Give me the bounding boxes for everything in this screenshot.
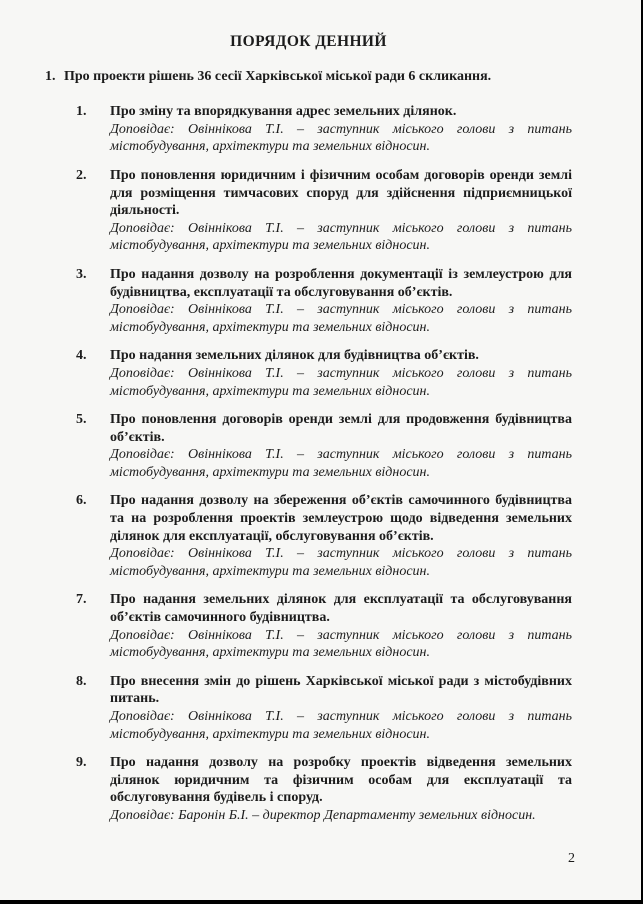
item-body [110,754,572,824]
item-title: Про надання дозволу на розробку проектів відведення земельних ділянок юридичним та фізичним особам для експлуатації та обслуговування будівель і споруд. [110,755,572,806]
page-number: 2 [568,851,575,866]
item-speaker: Доповідає: Овіннікова Т.І. – заступник міського голови з питань містобудування, архітектури та земельних відносин. [110,546,572,579]
item-title: Про поновлення юридичним і фізичним особам договорів оренди землі для розміщення тимчасових споруд для здійснення підприємницької діяльності. [110,167,572,219]
item-title: Про внесення змін до рішень Харківської міської ради з містобудівних питань. [110,673,572,707]
item-body [110,673,572,743]
agenda-item-6 [76,492,572,580]
item-body [110,266,572,336]
item-number: 9. [76,755,87,771]
item-title: Про надання дозволу на збереження об’єктів самочинного будівництва та на розроблення проектів землеустрою щодо відведення земельних ділянок для експлуатації, обслуговування об’єктів. [110,493,572,544]
document-title: ПОРЯДОК ДЕННИЙ [230,33,387,50]
agenda-item-5 [76,411,572,481]
item-speaker: Доповідає: Овіннікова Т.І. – заступник міського голови з питань містобудування, архітектури та земельних відносин. [110,220,572,254]
item-title: Про зміну та впорядкування адрес земельних ділянок. [110,104,457,120]
item-number: 7. [76,592,87,608]
intro-line [45,68,572,86]
item-body [110,347,572,400]
item-title: Про надання земельних ділянок для будівництва об’єктів. [110,348,479,364]
item-body [110,103,572,156]
item-body [110,167,572,255]
item-speaker: Доповідає: Баронін Б.І. – директор Департаменту земельних відносин. [110,807,536,823]
item-title: Про надання дозволу на розроблення документації із землеустрою для будівництва, експлуатації та обслуговування об’єктів. [110,266,572,300]
item-speaker: Доповідає: Овіннікова Т.І. – заступник міського голови з питань містобудування, архітектури та земельних відносин. [110,121,572,155]
agenda-item-3 [76,266,572,336]
agenda-item-2 [76,167,572,255]
item-number: 6. [76,493,87,509]
item-number: 8. [76,673,87,689]
item-body [110,492,572,580]
agenda-item-4 [76,347,572,400]
item-body [110,411,572,481]
item-number: 3. [76,266,87,282]
item-body [110,591,572,661]
agenda-list [76,103,572,824]
item-speaker: Доповідає: Овіннікова Т.І. – заступник міського голови з питань містобудування, архітектури та земельних відносин. [110,709,572,742]
item-speaker: Доповідає: Овіннікова Т.І. – заступник міського голови з питань містобудування, архітектури та земельних відносин. [110,302,572,335]
agenda-item-9 [76,754,572,824]
item-speaker: Доповідає: Овіннікова Т.І. – заступник міського голови з питань містобудування, архітектури та земельних відносин. [110,447,572,480]
agenda-item-1 [76,103,572,156]
item-number: 5. [76,412,87,428]
agenda-item-7 [76,591,572,661]
intro-text: Про проекти рішень 36 сесії Харківської міської ради 6 скликання. [64,68,492,84]
agenda-item-8 [76,673,572,743]
item-speaker: Доповідає: Овіннікова Т.І. – заступник міського голови з питань містобудування, архітектури та земельних відносин. [110,627,572,661]
item-number: 1. [76,104,87,120]
item-number: 2. [76,167,87,183]
item-speaker: Доповідає: Овіннікова Т.І. – заступник міського голови з питань містобудування, архітектури та земельних відносин. [110,365,572,399]
intro-number: 1. [45,68,56,84]
item-number: 4. [76,348,87,364]
item-title: Про поновлення договорів оренди землі для продовження будівництва об’єктів. [110,412,572,445]
item-title: Про надання земельних ділянок для експлуатації та обслуговування об’єктів самочинного будівництва. [110,592,572,626]
